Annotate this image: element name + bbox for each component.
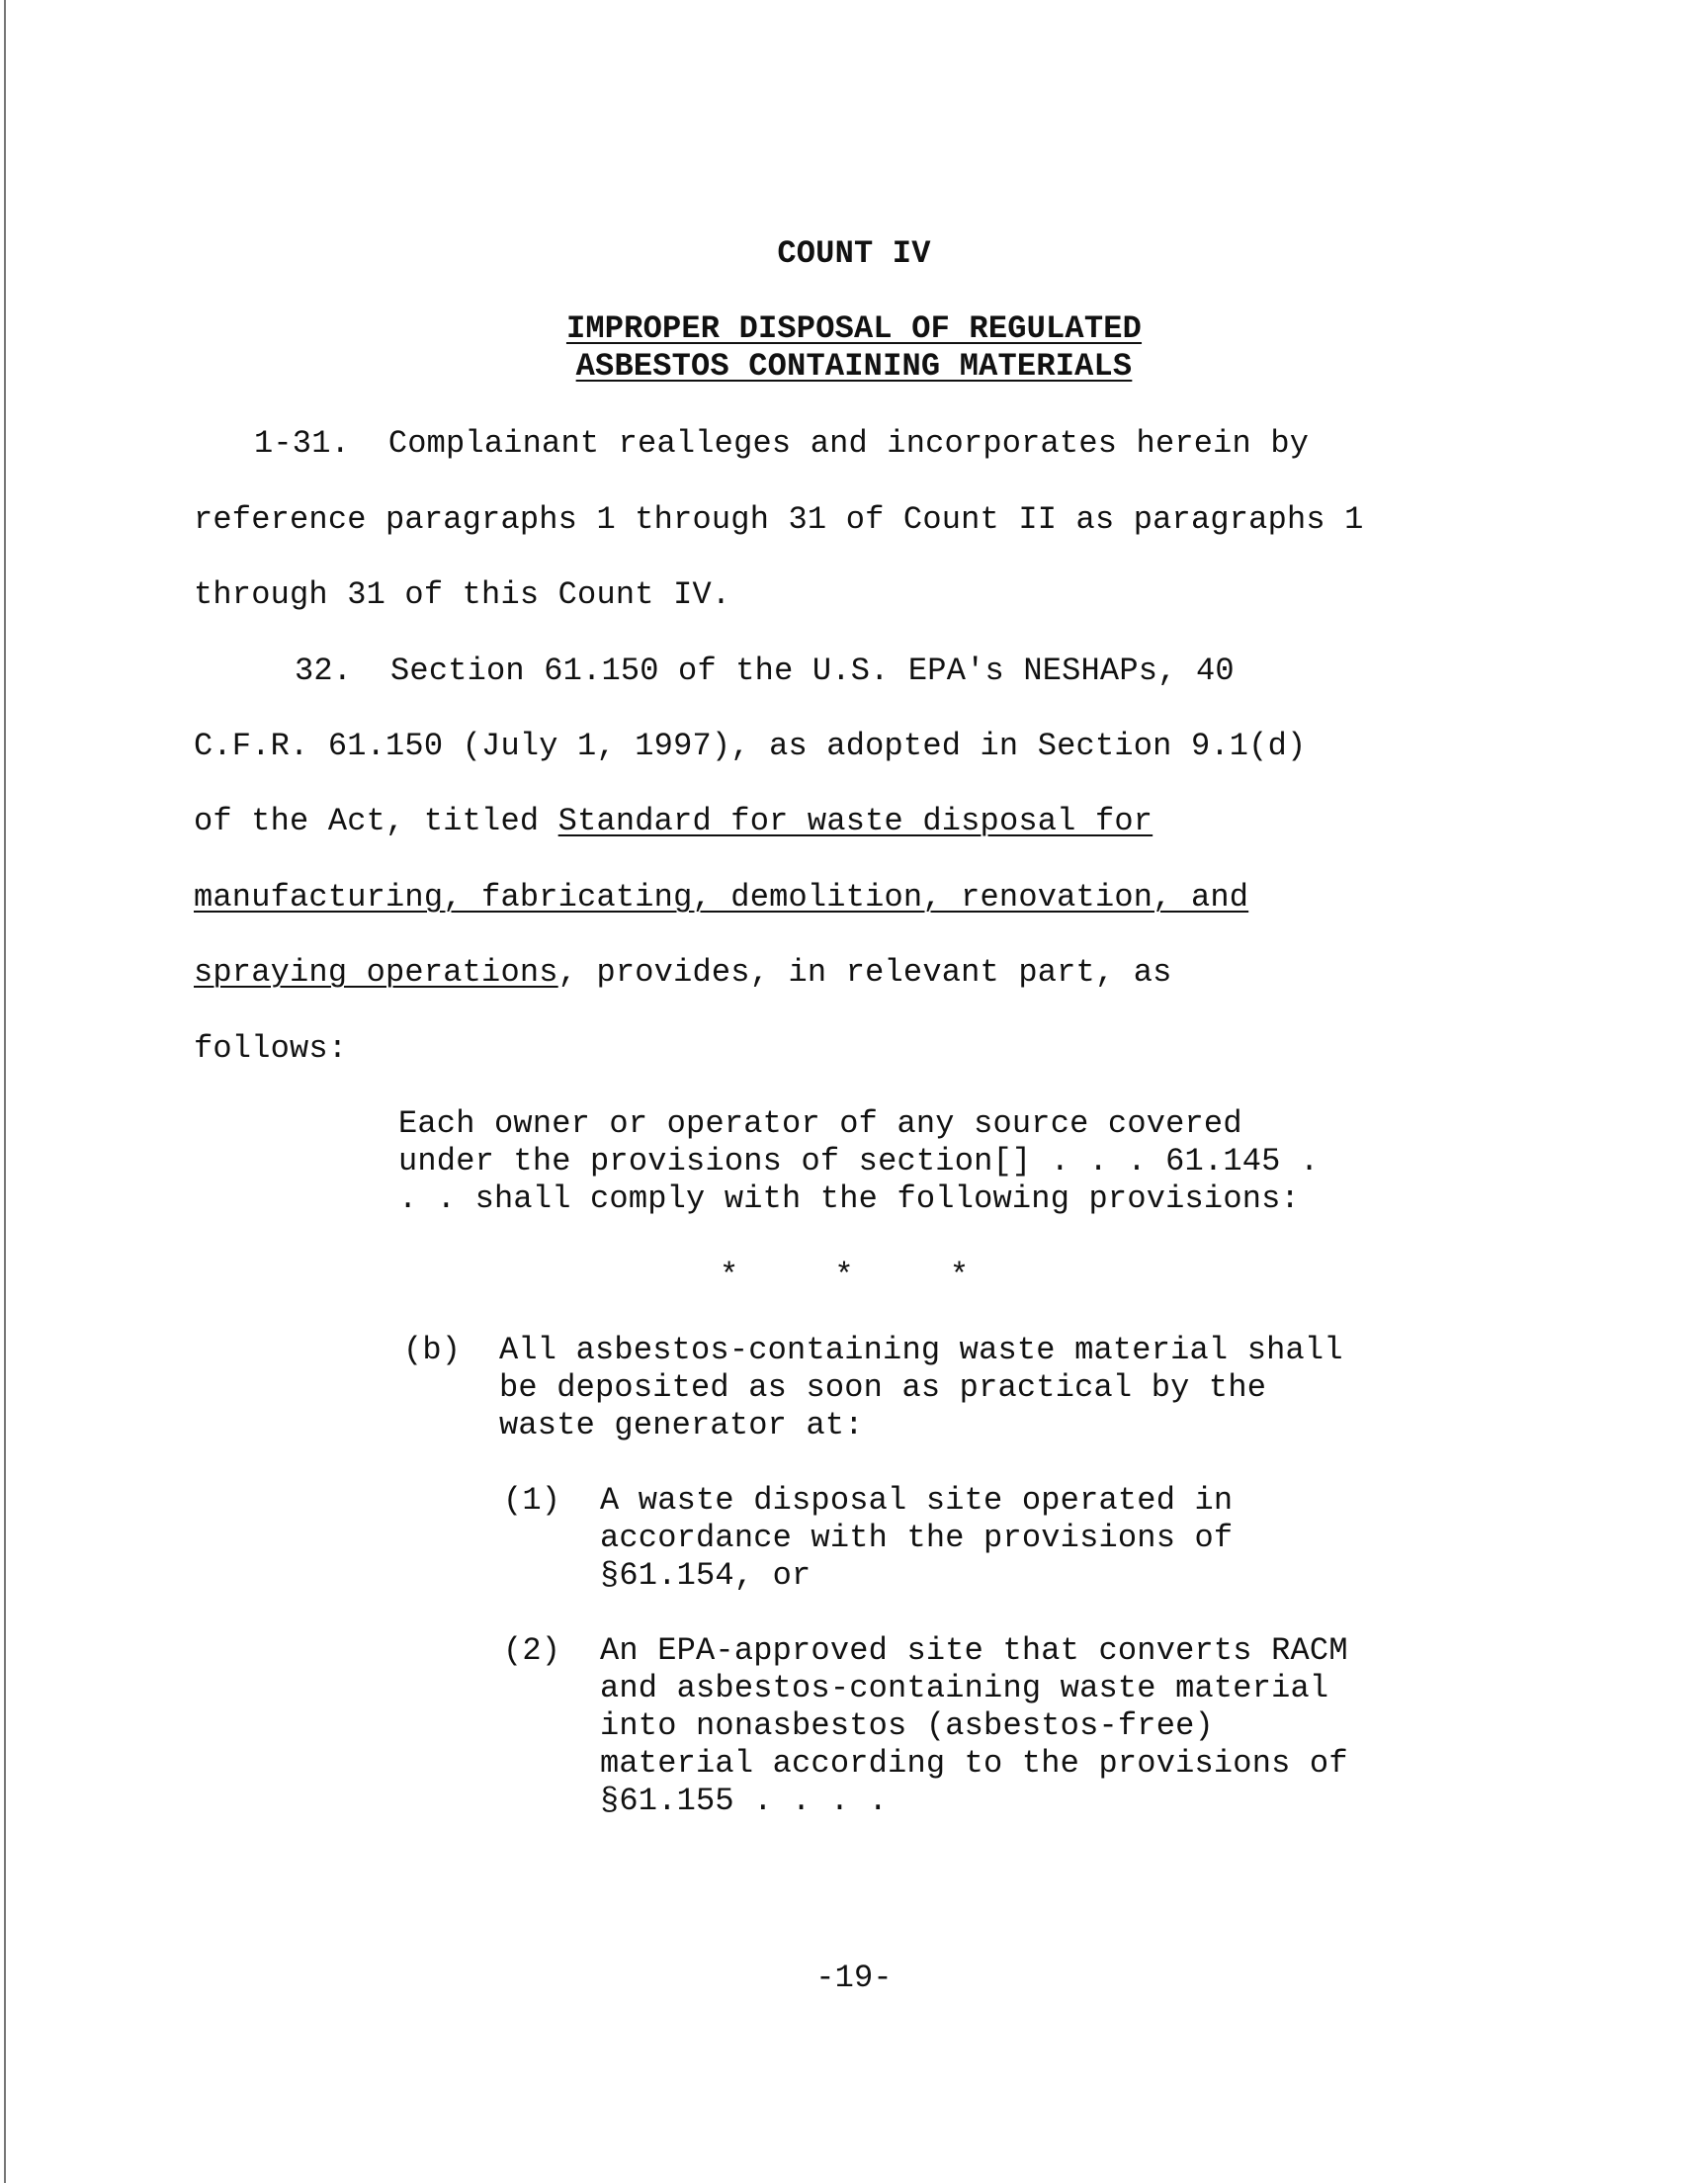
- subsection-b-line-1: All asbestos-containing waste material shall: [499, 1332, 1343, 1368]
- item-2-line-2: and asbestos-containing waste material: [600, 1670, 1329, 1706]
- item-2-label: (2): [503, 1632, 561, 1669]
- para-1-31-line-2: reference paragraphs 1 through 31 of Count II as paragraphs 1: [194, 501, 1364, 538]
- page-number: -19-: [815, 1960, 893, 1996]
- standard-title-part-2: manufacturing, fabricating, demolition, renovation, and: [194, 879, 1249, 916]
- title-line-2: ASBESTOS CONTAINING MATERIALS: [575, 348, 1133, 385]
- para-32-line-1: 32. Section 61.150 of the U.S. EPA's NESHAPs, 40: [295, 653, 1235, 689]
- para-1-31-line-1: 1-31. Complainant realleges and incorporates herein by: [254, 425, 1310, 462]
- para-32-line-5-suffix: , provides, in relevant part, as: [557, 954, 1172, 991]
- subsection-b-line-3: waste generator at:: [499, 1407, 864, 1443]
- quote-intro-line-1: Each owner or operator of any source covered: [398, 1105, 1242, 1142]
- quote-intro-line-2: under the provisions of section[] . . . 61.145 .: [398, 1143, 1320, 1179]
- standard-title-part-1: Standard for waste disposal for: [557, 803, 1153, 839]
- subsection-b-label: (b): [403, 1332, 462, 1368]
- count-heading: COUNT IV: [777, 235, 931, 272]
- para-32-line-6: follows:: [194, 1030, 348, 1067]
- item-1-label: (1): [503, 1482, 561, 1519]
- item-2-line-4: material according to the provisions of: [600, 1745, 1348, 1782]
- para-1-31-line-3: through 31 of this Count IV.: [194, 576, 731, 613]
- item-1-line-1: A waste disposal site operated in: [600, 1482, 1234, 1519]
- para-32-line-5: [194, 954, 1172, 992]
- para-32-line-3-prefix: of the Act, titled: [194, 803, 558, 839]
- para-32-line-3: [194, 803, 1153, 840]
- title-line-1: IMPROPER DISPOSAL OF REGULATED: [565, 310, 1143, 347]
- item-1-line-2: accordance with the provisions of: [600, 1520, 1234, 1556]
- para-32-line-2: C.F.R. 61.150 (July 1, 1997), as adopted in Section 9.1(d): [194, 728, 1307, 764]
- item-2-line-3: into nonasbestos (asbestos-free): [600, 1707, 1214, 1744]
- item-1-line-3: §61.154, or: [600, 1557, 811, 1594]
- item-2-line-1: An EPA-approved site that converts RACM: [600, 1632, 1348, 1669]
- quote-intro-line-3: . . shall comply with the following provisions:: [398, 1180, 1300, 1217]
- subsection-b-line-2: be deposited as soon as practical by the: [499, 1369, 1267, 1406]
- item-2-line-5: §61.155 . . . .: [600, 1783, 889, 1819]
- standard-title-part-3: spraying operations: [194, 954, 558, 991]
- omission-stars: * * *: [720, 1258, 970, 1294]
